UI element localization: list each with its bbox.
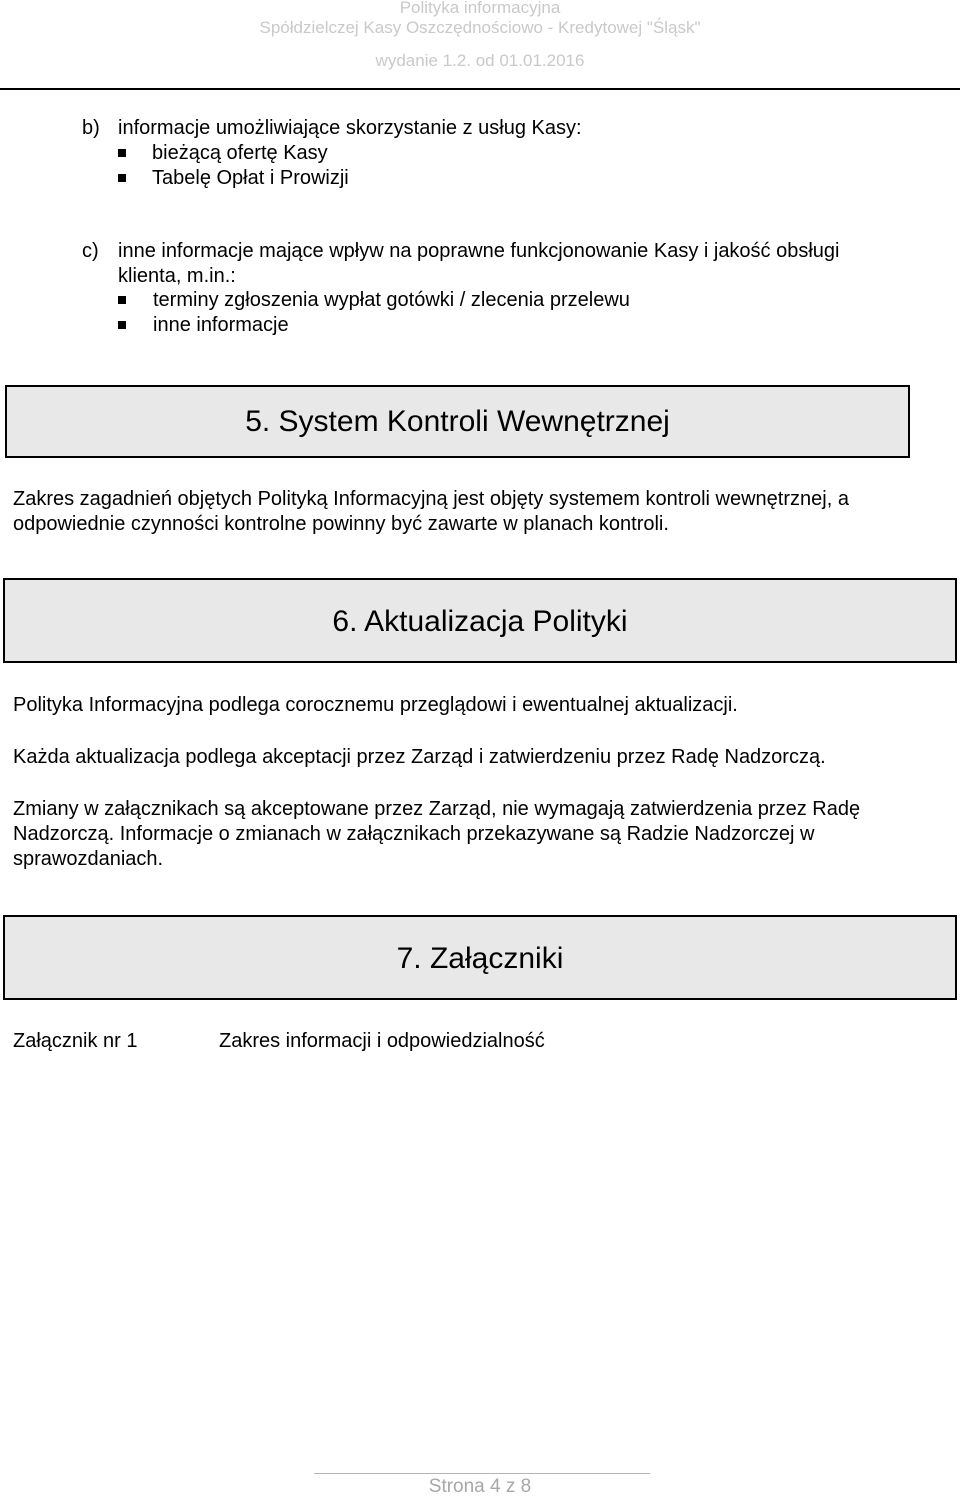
section-6-paragraph-2: Każda aktualizacja podlega akceptacji przez Zarząd i zatwierdzeniu przez Radę Nadzorczą. — [13, 746, 826, 768]
section-5-box — [5, 385, 910, 458]
section-6-paragraph-1: Polityka Informacyjna podlega corocznemu przeglądowi i ewentualnej aktualizacji. — [13, 694, 738, 716]
section-5-title: 5. System Kontroli Wewnętrznej — [245, 405, 670, 438]
header-edition: wydanie 1.2. od 01.01.2016 — [375, 51, 585, 70]
square-bullet-icon — [118, 296, 126, 304]
section-6-paragraph-3-line2: Nadzorczą. Informacje o zmianach w załącznikach przekazywane są Radzie Nadzorczej w — [13, 823, 815, 845]
square-bullet-icon — [118, 149, 126, 157]
square-bullet-icon — [118, 174, 126, 182]
list-item: terminy zgłoszenia wypłat gotówki / zlecenia przelewu — [153, 289, 630, 311]
list-c-text-line1: inne informacje mające wpływ na poprawne funkcjonowanie Kasy i jakość obsługi — [118, 240, 840, 262]
list-item: Tabelę Opłat i Prowizji — [152, 167, 349, 189]
list-item: inne informacje — [153, 314, 289, 336]
header-divider — [0, 88, 960, 90]
list-b-marker: b) — [82, 117, 100, 139]
section-6-paragraph-3-line3: sprawozdaniach. — [13, 848, 164, 870]
list-item: bieżącą ofertę Kasy — [152, 142, 328, 164]
attachment-label: Załącznik nr 1 — [13, 1030, 138, 1052]
header-title: Polityka informacyjna — [399, 0, 561, 17]
section-6-title: 6. Aktualizacja Polityki — [332, 605, 628, 638]
section-5-paragraph-line1: Zakres zagadnień objętych Polityką Informacyjną jest objęty systemem kontroli wewnętrznej, a — [13, 488, 849, 510]
section-6-paragraph-3-line1: Zmiany w załącznikach są akceptowane przez Zarząd, nie wymagają zatwierdzenia przez Radę — [13, 798, 861, 820]
header-institution: Spółdzielczej Kasy Oszczędnościowo - Kredytowej "Śląsk" — [259, 18, 701, 37]
page-number: Strona 4 z 8 — [428, 1476, 532, 1497]
footer-divider — [314, 1473, 650, 1474]
list-c-marker: c) — [82, 240, 99, 262]
list-b-text: informacje umożliwiające skorzystanie z usług Kasy: — [118, 117, 582, 139]
list-c-text-line2: klienta, m.in.: — [118, 265, 236, 287]
section-5-paragraph-line2: odpowiednie czynności kontrolne powinny być zawarte w planach kontroli. — [13, 513, 669, 535]
section-6-box — [3, 578, 957, 663]
square-bullet-icon — [118, 321, 126, 329]
section-7-box — [3, 915, 957, 1000]
section-7-title: 7. Załączniki — [396, 942, 564, 975]
attachment-title: Zakres informacji i odpowiedzialność — [219, 1030, 545, 1052]
